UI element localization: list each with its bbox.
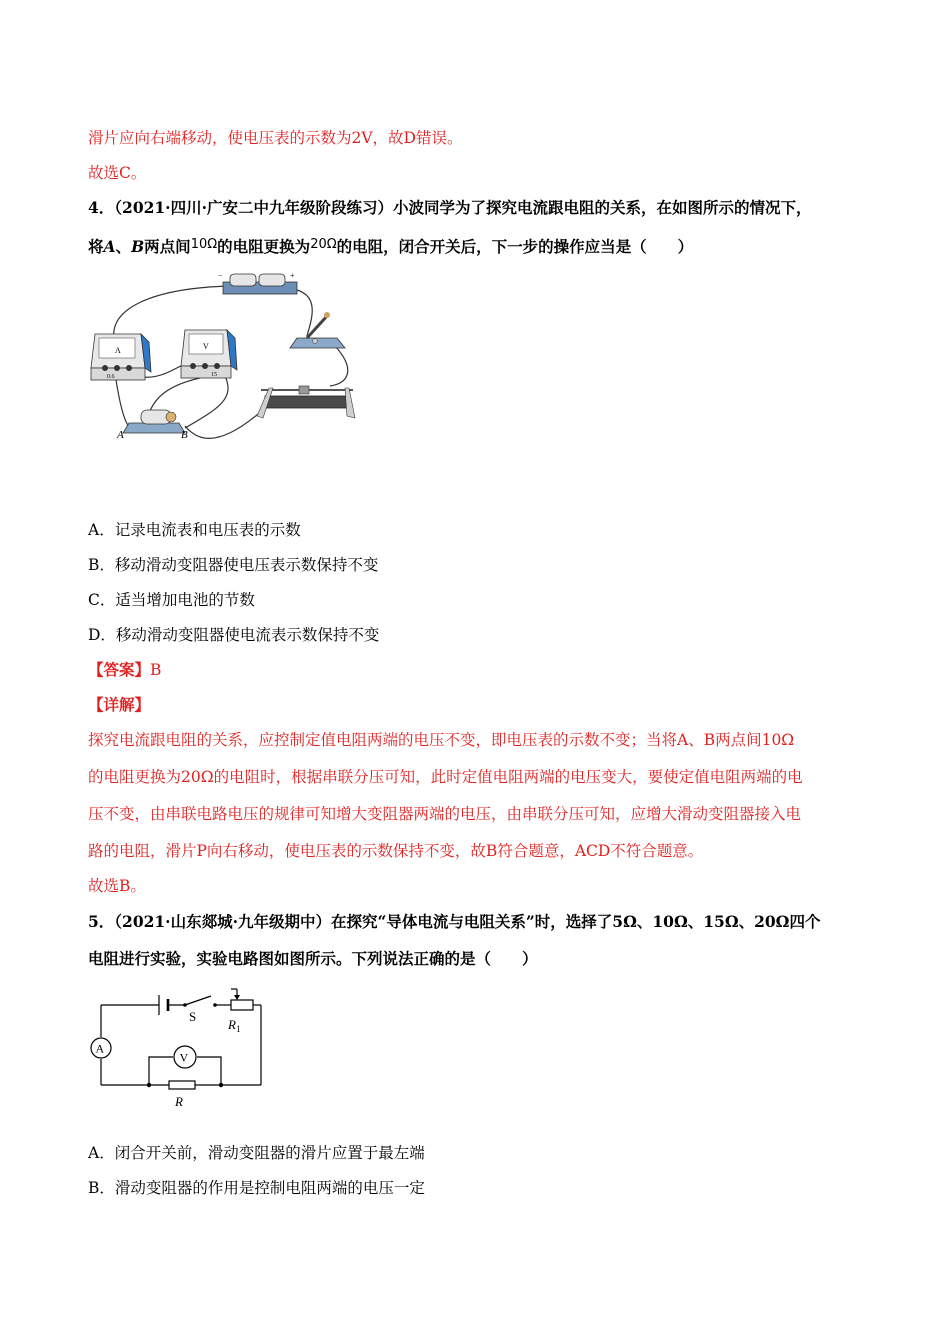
q5-stem-line1: 5．（2021·山东郯城·九年级期中）在探究“导体电流与电阻关系”时，选择了5Ω、10Ω、15Ω、20Ω四个 xyxy=(88,912,821,931)
rheostat-label xyxy=(227,1017,240,1034)
voltmeter-letter: V xyxy=(203,342,209,351)
q4-stem-line2 xyxy=(88,235,693,257)
ammeter-scale-label: 0.6 xyxy=(107,374,115,380)
prev-conclusion: 故选C。 xyxy=(88,164,147,182)
battery-holder xyxy=(218,271,297,294)
answer-label: 【答案】 xyxy=(88,660,151,679)
resistor-symbol xyxy=(169,1081,195,1109)
ammeter-symbol-letter: A xyxy=(95,1041,105,1056)
voltmeter-symbol xyxy=(174,1046,196,1068)
q4-text: 将 xyxy=(88,237,104,256)
battery-plus-label: + xyxy=(290,271,295,280)
ammeter-symbol xyxy=(91,1038,111,1058)
q4-stem-line1: 4．（2021·四川·广安二中九年级阶段练习）小波同学为了探究电流跟电阻的关系，在如图所示的情况下， xyxy=(88,198,812,217)
resistor-label: R xyxy=(175,1094,183,1109)
ammeter-letter: A xyxy=(115,346,121,355)
q5-option-b[interactable]: B．滑动变阻器的作用是控制电阻两端的电压一定 xyxy=(88,1179,425,1197)
switch-symbol xyxy=(183,996,217,1024)
detail-line-3: 压不变，由串联电路电压的规律可知增大变阻器两端的电压，由串联分压可知，应增大滑动变阻器接入电 xyxy=(88,805,802,823)
q4-text: 、 xyxy=(115,237,132,256)
ammeter xyxy=(91,334,151,380)
q5-circuit-diagram xyxy=(85,985,265,1110)
rheostat-subscript: 1 xyxy=(235,1024,241,1034)
detail-label: 【详解】 xyxy=(88,695,151,714)
q5-option-a[interactable]: A．闭合开关前，滑动变阻器的滑片应置于最左端 xyxy=(88,1144,425,1162)
q4-option-c[interactable]: C．适当增加电池的节数 xyxy=(88,591,255,609)
detail-line-4: 路的电阻，滑片P向右移动，使电压表的示数保持不变，故B符合题意，ACD不符合题意。 xyxy=(88,842,704,860)
q4-text: 的电阻更换为 xyxy=(217,237,311,256)
figure-label-b: B xyxy=(181,429,188,441)
battery-minus-label: − xyxy=(218,271,223,280)
voltmeter-symbol-letter: V xyxy=(179,1050,189,1065)
rheostat-letter: R xyxy=(228,1017,236,1032)
q4-answer xyxy=(88,660,161,680)
point-a-label: A xyxy=(103,237,116,256)
detail-line-1: 探究电流跟电阻的关系，应控制定值电阻两端的电压不变，即电压表的示数不变；当将A、B两点间10Ω xyxy=(88,731,795,749)
q5-stem-line2: 电阻进行实验，实验电路图如图所示。下列说法正确的是（ ） xyxy=(88,949,538,968)
resistance-10: 10Ω xyxy=(190,237,218,252)
switch-label: S xyxy=(189,1009,197,1024)
q4-option-d[interactable]: D．移动滑动变阻器使电流表示数保持不变 xyxy=(88,626,380,644)
detail-line-2: 的电阻更换为20Ω的电阻时，根据串联分压可知，此时定值电阻两端的电压变大，要使定值电阻两端的电 xyxy=(88,768,803,786)
q4-circuit-figure xyxy=(85,268,355,448)
detail-conclusion: 故选B。 xyxy=(88,877,146,895)
q4-option-a[interactable]: A．记录电流表和电压表的示数 xyxy=(88,521,301,539)
point-b-label: B xyxy=(131,237,145,256)
prev-solution-line: 滑片应向右端移动，使电压表的示数为2V，故D错误。 xyxy=(88,129,463,147)
test-resistor xyxy=(116,410,188,441)
q4-text: 的电阻，闭合开关后，下一步的操作应当是（ ） xyxy=(336,237,694,256)
q4-option-b[interactable]: B．移动滑动变阻器使电压表示数保持不变 xyxy=(88,556,379,574)
voltmeter-scale-label: 15 xyxy=(211,372,217,378)
knife-switch xyxy=(290,312,345,348)
answer-value: B xyxy=(150,661,162,679)
rheostat-symbol xyxy=(227,989,253,1034)
battery-symbol xyxy=(159,995,168,1015)
figure-label-a: A xyxy=(117,429,124,441)
resistance-20: 20Ω xyxy=(310,237,337,252)
voltmeter xyxy=(181,330,237,378)
slide-rheostat xyxy=(257,386,355,418)
q4-text: 两点间 xyxy=(144,237,191,256)
